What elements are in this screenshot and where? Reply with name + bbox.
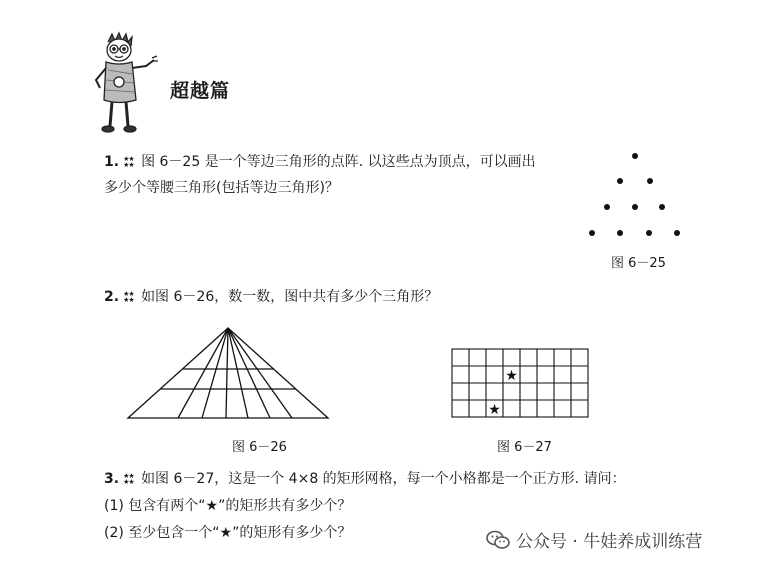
lattice-dot bbox=[647, 178, 653, 184]
question-3-sub-1: (1) 包含有两个“★”的矩形共有多少个？ bbox=[104, 498, 352, 514]
mascot-illustration bbox=[88, 30, 158, 140]
question-3-number: 3. bbox=[104, 471, 120, 487]
question-1-text-line2: 多少个等腰三角形(包括等边三角形)？ bbox=[104, 180, 339, 196]
question-1-number: 1. bbox=[104, 154, 120, 170]
lattice-dot bbox=[659, 204, 665, 210]
question-3 bbox=[104, 469, 626, 489]
lattice-dot bbox=[589, 230, 595, 236]
grid-star-2: ★ bbox=[488, 402, 501, 418]
figure-6-26-caption: 图 6－26 bbox=[232, 440, 287, 455]
figure-6-26-triangle bbox=[120, 322, 340, 432]
figure-6-27-grid bbox=[452, 349, 592, 421]
lattice-dot bbox=[604, 204, 610, 210]
difficulty-stars-icon: ★★ ★★ bbox=[123, 290, 134, 304]
lattice-dot bbox=[617, 178, 623, 184]
difficulty-stars-icon: ★★ ★★ bbox=[123, 155, 134, 169]
difficulty-stars-icon: ★★ ★★ bbox=[123, 472, 134, 486]
figure-6-25-caption: 图 6－25 bbox=[611, 256, 666, 271]
grid-star-1: ★ bbox=[505, 368, 518, 384]
figure-6-25-dot-lattice bbox=[580, 148, 700, 248]
lattice-dot bbox=[632, 153, 638, 159]
question-2-text: 如图 6－26，数一数，图中共有多少个三角形？ bbox=[141, 289, 439, 305]
question-3-text: 如图 6－27，这是一个 4×8 的矩形网格，每一个小格都是一个正方形. 请问： bbox=[141, 471, 626, 487]
question-1-text-line1: 图 6－25 是一个等边三角形的点阵. 以这些点为顶点，可以画出 bbox=[141, 154, 536, 170]
figure-6-27-caption: 图 6－27 bbox=[497, 440, 552, 455]
lattice-dot bbox=[617, 230, 623, 236]
lattice-dot bbox=[632, 204, 638, 210]
wechat-icon bbox=[486, 530, 510, 550]
question-3-sub-2: (2) 至少包含一个“★”的矩形有多少个？ bbox=[104, 525, 352, 541]
watermark bbox=[486, 527, 702, 552]
section-title: 超越篇 bbox=[170, 80, 231, 102]
lattice-dot bbox=[674, 230, 680, 236]
question-2-number: 2. bbox=[104, 289, 120, 305]
watermark-text: 公众号 · 牛娃养成训练营 bbox=[516, 532, 703, 552]
question-2 bbox=[104, 287, 438, 307]
lattice-dot bbox=[646, 230, 652, 236]
question-1 bbox=[104, 152, 536, 172]
